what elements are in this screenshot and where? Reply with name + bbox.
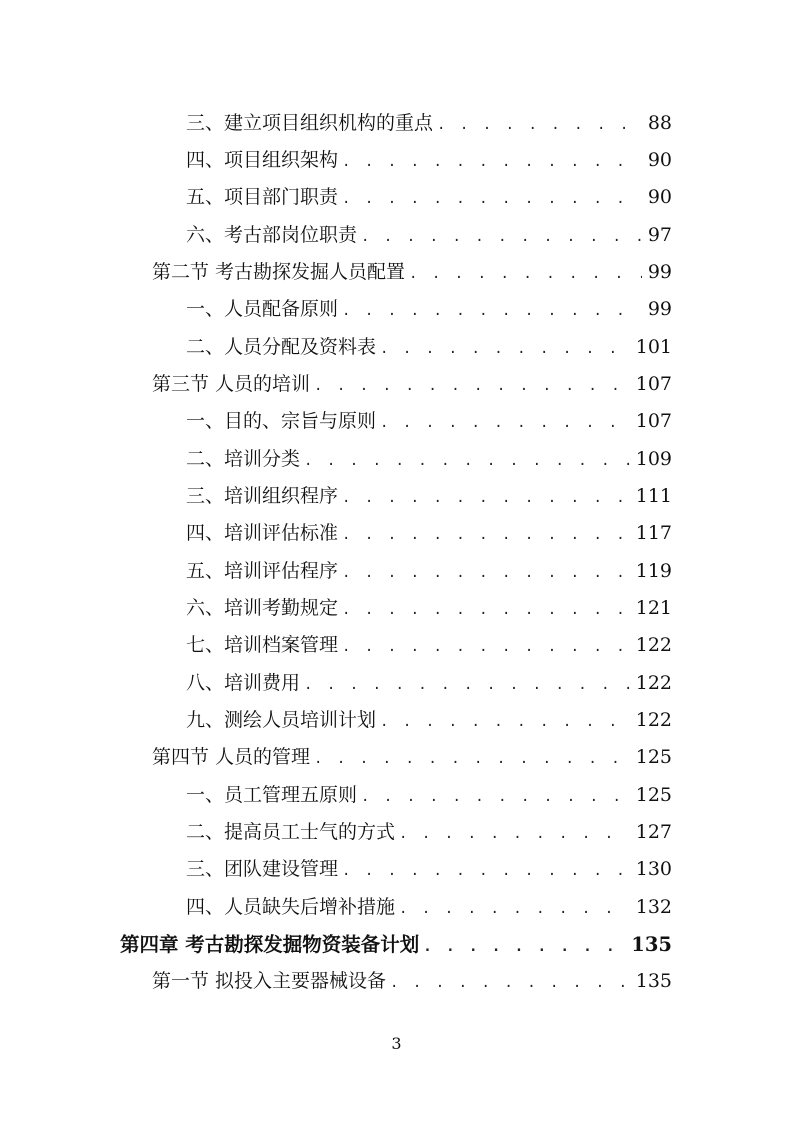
toc-entry-title: 第一节 拟投入主要器械设备 <box>152 970 387 992</box>
toc-entry[interactable] <box>186 780 672 810</box>
page-number: 3 <box>391 1034 402 1053</box>
toc-entry-page: 101 <box>635 336 672 358</box>
toc-entry-title: 二、提高员工士气的方式 <box>186 821 396 843</box>
toc-leader-dots <box>304 453 630 469</box>
toc-entry-page: 122 <box>635 672 672 694</box>
toc-leader-dots <box>380 341 630 357</box>
toc-leader-dots <box>314 751 630 767</box>
toc-entry-title: 四、项目组织架构 <box>186 149 339 171</box>
toc-entry-page: 90 <box>647 186 672 208</box>
toc-entry-title: 第四章 考古勘探发掘物资装备计划 <box>120 933 420 956</box>
toc-entry[interactable] <box>186 294 672 324</box>
toc-entry-page: 107 <box>635 410 672 432</box>
toc-leader-dots <box>399 901 630 917</box>
toc-entry[interactable] <box>186 705 672 735</box>
toc-entry-title: 七、培训档案管理 <box>186 634 339 656</box>
toc-entry-title: 二、培训分类 <box>186 448 301 470</box>
toc-entry-title: 四、培训评估标准 <box>186 522 339 544</box>
toc-entry-page: 119 <box>635 560 672 582</box>
toc-leader-dots <box>361 789 630 805</box>
toc-entry-title: 九、测绘人员培训计划 <box>186 709 377 731</box>
toc-leader-dots <box>342 490 630 506</box>
toc-entry[interactable] <box>186 444 672 474</box>
toc-entry-page: 109 <box>635 448 672 470</box>
toc-leader-dots <box>409 266 642 282</box>
toc-entry-page: 135 <box>631 933 672 956</box>
toc-entry[interactable] <box>152 369 672 399</box>
toc-entry-page: 117 <box>635 522 672 544</box>
toc-entry-title: 一、人员配备原则 <box>186 298 339 320</box>
toc-leader-dots <box>342 602 630 618</box>
toc-entry[interactable] <box>186 817 672 847</box>
toc-entry[interactable] <box>186 182 672 212</box>
toc-entry-title: 一、员工管理五原则 <box>186 784 358 806</box>
toc-leader-dots <box>342 303 642 319</box>
toc-entry[interactable] <box>186 556 672 586</box>
toc-leader-dots <box>361 229 642 245</box>
toc-entry-page: 88 <box>647 112 672 134</box>
toc-entry[interactable] <box>186 892 672 922</box>
toc-leader-dots <box>342 154 642 170</box>
toc-entry-page: 111 <box>635 485 672 507</box>
toc-leader-dots <box>342 565 630 581</box>
toc-entry-page: 135 <box>635 970 672 992</box>
toc-entry[interactable] <box>152 257 672 287</box>
toc-entry-page: 132 <box>635 896 672 918</box>
toc-entry[interactable] <box>186 332 672 362</box>
toc-leader-dots <box>304 677 630 693</box>
toc-entry[interactable] <box>186 518 672 548</box>
toc-entry-title: 六、考古部岗位职责 <box>186 224 358 246</box>
toc-entry[interactable] <box>152 966 672 996</box>
toc-entry-page: 90 <box>647 149 672 171</box>
toc-leader-dots <box>390 975 630 991</box>
toc-entry-page: 121 <box>635 597 672 619</box>
toc-entry[interactable] <box>186 854 672 884</box>
toc-entry[interactable] <box>186 220 672 250</box>
toc-leader-dots <box>342 863 630 879</box>
toc-entry-page: 99 <box>647 261 672 283</box>
toc-entry-page: 97 <box>647 224 672 246</box>
toc-entry-page: 107 <box>635 373 672 395</box>
toc-leader-dots <box>437 117 642 133</box>
toc-entry[interactable] <box>186 108 672 138</box>
toc-leader-dots <box>342 191 642 207</box>
toc-leader-dots <box>380 714 630 730</box>
toc-entry-title: 五、培训评估程序 <box>186 560 339 582</box>
toc-leader-dots <box>342 639 630 655</box>
toc-entry-page: 99 <box>647 298 672 320</box>
toc-leader-dots <box>342 527 630 543</box>
toc-entry-title: 五、项目部门职责 <box>186 186 339 208</box>
toc-entry-title: 三、培训组织程序 <box>186 485 339 507</box>
toc-leader-dots <box>399 826 630 842</box>
toc-chapter-entry[interactable] <box>120 929 672 959</box>
toc-entry-page: 125 <box>635 784 672 806</box>
toc-entry-title: 三、建立项目组织机构的重点 <box>186 112 434 134</box>
toc-entry-title: 八、培训费用 <box>186 672 301 694</box>
toc-entry[interactable] <box>186 406 672 436</box>
toc-entry[interactable] <box>152 742 672 772</box>
toc-entry-title: 第四节 人员的管理 <box>152 746 311 768</box>
toc-leader-dots <box>380 415 630 431</box>
toc-entry-title: 三、团队建设管理 <box>186 858 339 880</box>
toc-entry[interactable] <box>186 630 672 660</box>
toc-leader-dots <box>423 939 625 955</box>
toc-leader-dots <box>314 378 630 394</box>
toc-entry[interactable] <box>186 481 672 511</box>
toc-entry-title: 一、目的、宗旨与原则 <box>186 410 377 432</box>
toc-entry-page: 122 <box>635 634 672 656</box>
toc-entry[interactable] <box>186 593 672 623</box>
toc-entry-title: 第三节 人员的培训 <box>152 373 311 395</box>
toc-entry-title: 二、人员分配及资料表 <box>186 336 377 358</box>
toc-entry-page: 127 <box>635 821 672 843</box>
toc-entry-title: 六、培训考勤规定 <box>186 597 339 619</box>
toc-entry-page: 122 <box>635 709 672 731</box>
toc-entry-title: 四、人员缺失后增补措施 <box>186 896 396 918</box>
toc-entry-title: 第二节 考古勘探发掘人员配置 <box>152 261 406 283</box>
toc-entry-page: 130 <box>635 858 672 880</box>
toc-entry[interactable] <box>186 668 672 698</box>
toc-entry[interactable] <box>186 145 672 175</box>
toc-entry-page: 125 <box>635 746 672 768</box>
